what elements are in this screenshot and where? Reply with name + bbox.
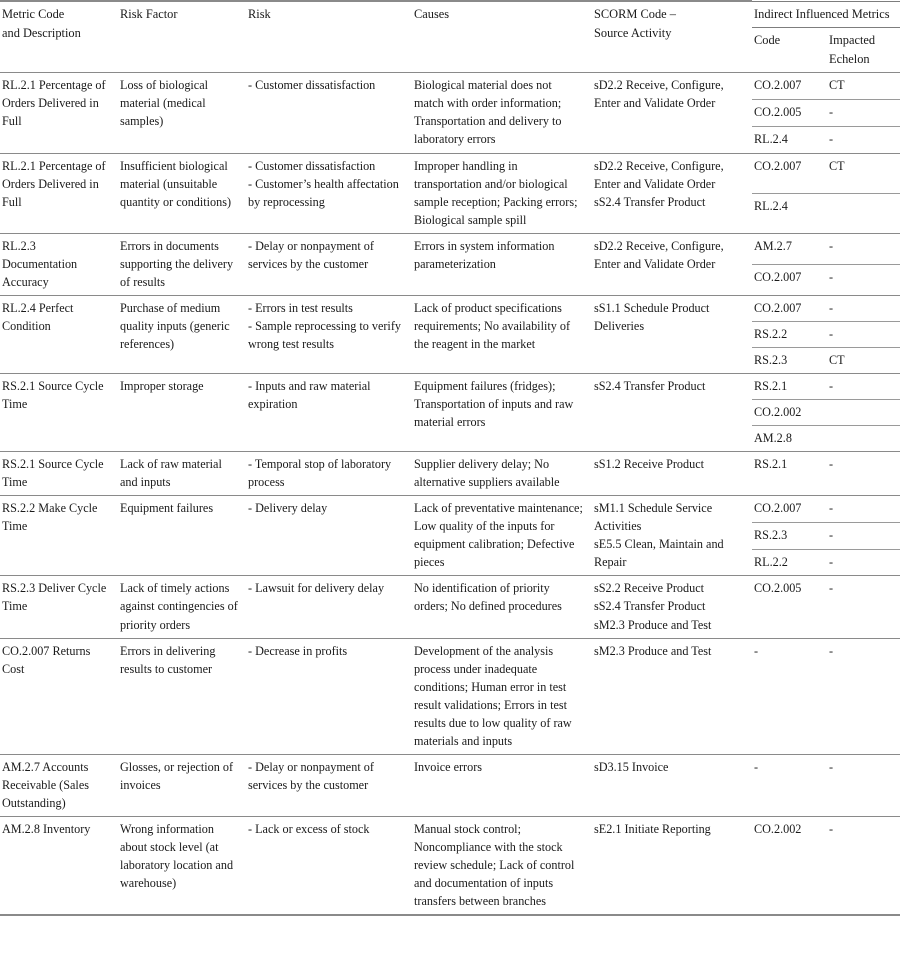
cell-indirect-code: RS.2.1 (752, 452, 827, 496)
cell-impacted-echelon: - (827, 754, 900, 816)
table-row (0, 638, 900, 754)
column-header-metric: Metric Code and Description (0, 1, 118, 73)
cell-risk-factor: Lack of raw material and inputs (118, 452, 246, 496)
table-row (0, 496, 900, 523)
cell-causes: Lack of preventative maintenance; Low quality of the inputs for equipment calibration; Defective pieces (412, 496, 592, 576)
cell-impacted-echelon: - (827, 522, 900, 549)
cell-risk: - Customer dissatisfaction - Customer’s health affectation by reprocessing (246, 153, 412, 233)
cell-indirect-code: CO.2.005 (752, 100, 827, 127)
cell-metric-code-and-description: RS.2.1 Source Cycle Time (0, 452, 118, 496)
cell-indirect-code: CO.2.002 (752, 400, 827, 426)
cell-indirect-code: RL.2.4 (752, 193, 827, 233)
cell-metric-code-and-description: CO.2.007 Returns Cost (0, 638, 118, 754)
table-row (0, 452, 900, 496)
cell-indirect-code: RS.2.2 (752, 321, 827, 347)
cell-metric-code-and-description: RS.2.3 Deliver Cycle Time (0, 576, 118, 638)
bottom-rule-segment (246, 915, 412, 916)
cell-metric-code-and-description: AM.2.8 Inventory (0, 816, 118, 915)
cell-risk-factor: Errors in documents supporting the delivery of results (118, 233, 246, 295)
cell-causes: Errors in system information parameterization (412, 233, 592, 295)
cell-risk: - Inputs and raw material expiration (246, 373, 412, 451)
cell-scorm-code-source-activity: sM2.3 Produce and Test (592, 638, 752, 754)
cell-risk: - Temporal stop of laboratory process (246, 452, 412, 496)
cell-metric-code-and-description: AM.2.7 Accounts Receivable (Sales Outstanding) (0, 754, 118, 816)
cell-indirect-code: AM.2.8 (752, 426, 827, 452)
table-bottom-rule (0, 915, 900, 916)
cell-causes: Invoice errors (412, 754, 592, 816)
cell-indirect-code: CO.2.007 (752, 264, 827, 295)
cell-risk-factor: Lack of timely actions against contingencies of priority orders (118, 576, 246, 638)
cell-risk: - Decrease in profits (246, 638, 412, 754)
column-group-header-indirect-influenced-metrics: Indirect Influenced Metrics (752, 1, 900, 28)
column-header-risk-factor: Risk Factor (118, 1, 246, 73)
cell-impacted-echelon (827, 426, 900, 452)
cell-impacted-echelon: - (827, 373, 900, 399)
table-row (0, 816, 900, 915)
cell-causes: Equipment failures (fridges); Transportation of inputs and raw material errors (412, 373, 592, 451)
cell-impacted-echelon: - (827, 638, 900, 754)
table-row (0, 295, 900, 321)
cell-metric-code-and-description: RL.2.4 Perfect Condition (0, 295, 118, 373)
cell-metric-code-and-description: RL.2.1 Percentage of Orders Delivered in Full (0, 73, 118, 153)
cell-risk-factor: Purchase of medium quality inputs (generic references) (118, 295, 246, 373)
cell-indirect-code: RL.2.4 (752, 126, 827, 153)
cell-metric-code-and-description: RS.2.2 Make Cycle Time (0, 496, 118, 576)
cell-impacted-echelon: CT (827, 347, 900, 373)
cell-risk: - Errors in test results - Sample reprocessing to verify wrong test results (246, 295, 412, 373)
cell-risk-factor: Wrong information about stock level (at laboratory location and warehouse) (118, 816, 246, 915)
cell-scorm-code-source-activity: sD2.2 Receive, Configure, Enter and Validate Order sS2.4 Transfer Product (592, 153, 752, 233)
cell-risk-factor: Improper storage (118, 373, 246, 451)
cell-impacted-echelon: CT (827, 153, 900, 193)
table-row (0, 373, 900, 399)
cell-causes: Improper handling in transportation and/or biological sample reception; Packing errors; Biological sample spill (412, 153, 592, 233)
cell-metric-code-and-description: RL.2.1 Percentage of Orders Delivered in Full (0, 153, 118, 233)
cell-risk: - Delay or nonpayment of services by the customer (246, 754, 412, 816)
cell-indirect-code: RL.2.2 (752, 549, 827, 576)
cell-causes: Supplier delivery delay; No alternative suppliers available (412, 452, 592, 496)
cell-risk: - Delay or nonpayment of services by the customer (246, 233, 412, 295)
table-row (0, 153, 900, 193)
cell-indirect-code: CO.2.007 (752, 73, 827, 100)
cell-indirect-code: - (752, 754, 827, 816)
cell-metric-code-and-description: RL.2.3 Documentation Accuracy (0, 233, 118, 295)
bottom-rule-segment (827, 915, 900, 916)
column-header-scorm: SCORM Code – Source Activity (592, 1, 752, 73)
cell-risk-factor: Glosses, or rejection of invoices (118, 754, 246, 816)
cell-scorm-code-source-activity: sS1.2 Receive Product (592, 452, 752, 496)
cell-indirect-code: RS.2.1 (752, 373, 827, 399)
cell-indirect-code: CO.2.007 (752, 496, 827, 523)
cell-risk: - Lack or excess of stock (246, 816, 412, 915)
cell-impacted-echelon: - (827, 452, 900, 496)
cell-causes: Development of the analysis process under inadequate conditions; Human error in test result validations; Errors in test results due to low quality of raw materials and inputs (412, 638, 592, 754)
cell-scorm-code-source-activity: sD2.2 Receive, Configure, Enter and Validate Order (592, 233, 752, 295)
header-group-row (0, 1, 900, 28)
cell-indirect-code: - (752, 638, 827, 754)
cell-impacted-echelon: - (827, 816, 900, 915)
cell-risk: - Delivery delay (246, 496, 412, 576)
cell-impacted-echelon: - (827, 233, 900, 264)
cell-causes: Lack of product specifications requirements; No availability of the reagent in the market (412, 295, 592, 373)
cell-risk-factor: Errors in delivering results to customer (118, 638, 246, 754)
cell-impacted-echelon: - (827, 576, 900, 638)
cell-impacted-echelon: - (827, 100, 900, 127)
cell-indirect-code: CO.2.007 (752, 153, 827, 193)
table-row (0, 73, 900, 100)
cell-impacted-echelon: - (827, 126, 900, 153)
cell-causes: No identification of priority orders; No defined procedures (412, 576, 592, 638)
cell-impacted-echelon: - (827, 321, 900, 347)
column-header-risk: Risk (246, 1, 412, 73)
cell-impacted-echelon: - (827, 264, 900, 295)
cell-impacted-echelon (827, 400, 900, 426)
bottom-rule-segment (592, 915, 752, 916)
column-header-causes: Causes (412, 1, 592, 73)
bottom-rule-segment (0, 915, 118, 916)
cell-scorm-code-source-activity: sD3.15 Invoice (592, 754, 752, 816)
cell-impacted-echelon: - (827, 549, 900, 576)
cell-scorm-code-source-activity: sD2.2 Receive, Configure, Enter and Validate Order (592, 73, 752, 153)
cell-scorm-code-source-activity: sS2.4 Transfer Product (592, 373, 752, 451)
cell-causes: Biological material does not match with order information; Transportation and delivery to laboratory errors (412, 73, 592, 153)
column-header-impacted-echelon: Impacted Echelon (827, 28, 900, 73)
column-header-code: Code (752, 28, 827, 73)
cell-indirect-code: AM.2.7 (752, 233, 827, 264)
cell-risk: - Lawsuit for delivery delay (246, 576, 412, 638)
cell-indirect-code: CO.2.007 (752, 295, 827, 321)
cell-scorm-code-source-activity: sM1.1 Schedule Service Activities sE5.5 Clean, Maintain and Repair (592, 496, 752, 576)
cell-causes: Manual stock control; Noncompliance with the stock review schedule; Lack of control and documentation of inputs transfers between branches (412, 816, 592, 915)
cell-scorm-code-source-activity: sS2.2 Receive Product sS2.4 Transfer Product sM2.3 Produce and Test (592, 576, 752, 638)
table-row (0, 576, 900, 638)
table-row (0, 754, 900, 816)
table-row (0, 233, 900, 264)
table-body (0, 73, 900, 916)
cell-risk-factor: Loss of biological material (medical samples) (118, 73, 246, 153)
bottom-rule-segment (412, 915, 592, 916)
cell-impacted-echelon: CT (827, 73, 900, 100)
cell-impacted-echelon (827, 193, 900, 233)
cell-risk-factor: Insufficient biological material (unsuitable quantity or conditions) (118, 153, 246, 233)
cell-impacted-echelon: - (827, 295, 900, 321)
cell-impacted-echelon: - (827, 496, 900, 523)
cell-risk: - Customer dissatisfaction (246, 73, 412, 153)
bottom-rule-segment (118, 915, 246, 916)
cell-scorm-code-source-activity: sS1.1 Schedule Product Deliveries (592, 295, 752, 373)
cell-indirect-code: RS.2.3 (752, 522, 827, 549)
cell-metric-code-and-description: RS.2.1 Source Cycle Time (0, 373, 118, 451)
cell-indirect-code: CO.2.005 (752, 576, 827, 638)
cell-scorm-code-source-activity: sE2.1 Initiate Reporting (592, 816, 752, 915)
table-header (0, 1, 900, 73)
cell-indirect-code: CO.2.002 (752, 816, 827, 915)
cell-indirect-code: RS.2.3 (752, 347, 827, 373)
cell-risk-factor: Equipment failures (118, 496, 246, 576)
bottom-rule-segment (752, 915, 827, 916)
